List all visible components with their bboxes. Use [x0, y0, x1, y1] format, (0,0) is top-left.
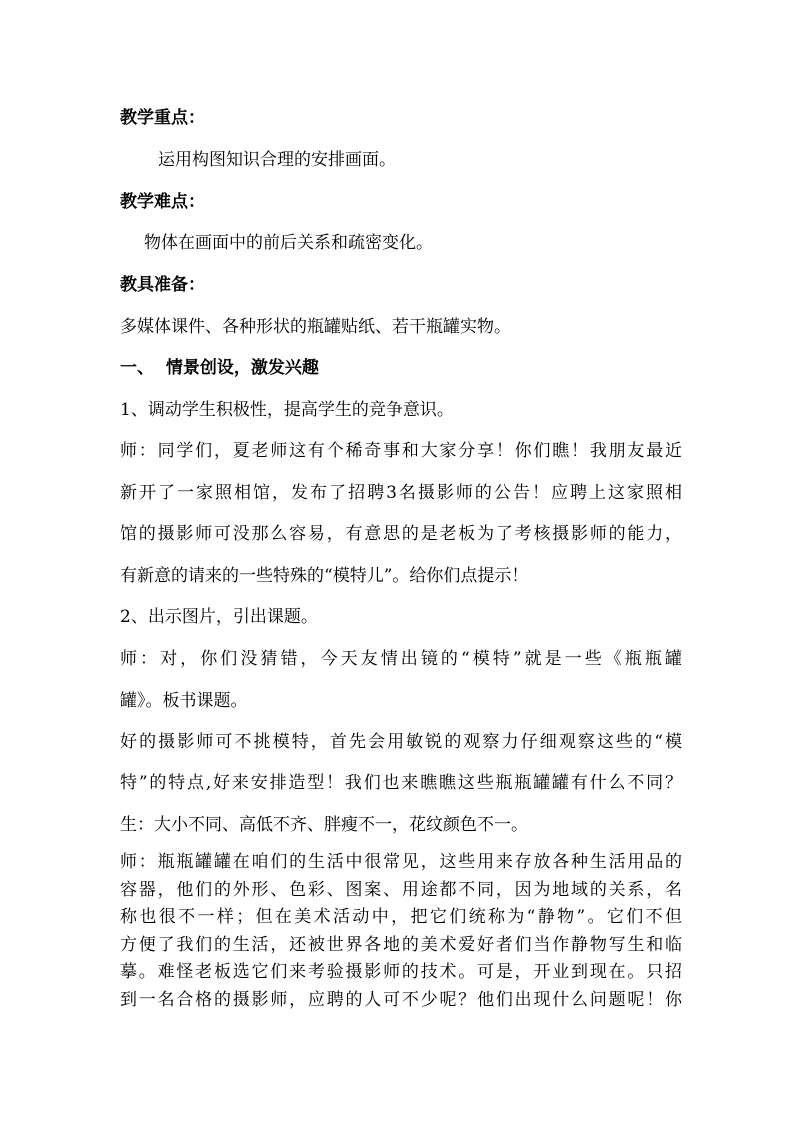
- body-line: 1、调动学生积极性，提高学生的竞争意识。: [120, 400, 454, 420]
- body-line: 特”的特点,好来安排造型！我们也来瞧瞧这些瓶瓶罐罐有什么不同？: [120, 773, 682, 793]
- body-line: 馆的摄影师可没那么容易，有意思的是老板为了考核摄影师的能力，: [120, 524, 682, 544]
- body-line: 容器，他们的外形、色彩、图案、用途都不同，因为地域的关系，名: [120, 880, 682, 900]
- body-line: 好的摄影师可不挑模特，首先会用敏锐的观察力仔细观察这些的“模: [120, 732, 682, 752]
- body-line: 新开了一家照相馆，发布了招聘3名摄影师的公告！应聘上这家照相: [120, 483, 682, 503]
- part1-heading: 一、 情景创设，激发兴趣: [120, 358, 319, 378]
- body-line: 称也很不一样；但在美术活动中，把它们统称为“静物”。它们不但: [120, 907, 682, 927]
- body-line: 师：对，你们没猜错，今天友情出镜的“模特”就是一些《瓶瓶罐: [120, 649, 682, 669]
- body-line: 方便了我们的生活，还被世界各地的美术爱好者们当作静物写生和临: [120, 935, 682, 955]
- body-line: 到一名合格的摄影师，应聘的人可不少呢？他们出现什么问题呢！你: [120, 990, 682, 1010]
- body-line: 师：同学们，夏老师这有个稀奇事和大家分享！你们瞧！我朋友最近: [120, 441, 682, 461]
- body-line: 有新意的请来的一些特殊的“模特儿”。给你们点提示！: [120, 566, 529, 586]
- difficulty-heading: 教学难点：: [120, 192, 205, 212]
- key-point-text: 运用构图知识合理的安排画面。: [158, 150, 396, 170]
- body-line: 2、出示图片，引出课题。: [120, 607, 318, 627]
- difficulty-text: 物体在画面中的前后关系和疏密变化。: [144, 233, 433, 253]
- materials-heading: 教具准备：: [120, 275, 205, 295]
- body-line: 师：瓶瓶罐罐在咱们的生活中很常见，这些用来存放各种生活用品的: [120, 852, 682, 872]
- key-point-heading: 教学重点：: [120, 108, 205, 128]
- materials-text: 多媒体课件、各种形状的瓶罐贴纸、若干瓶罐实物。: [120, 317, 511, 337]
- body-line: 摹。难怪老板选它们来考验摄影师的技术。可是，开业到现在。只招: [120, 962, 682, 982]
- body-line: 罐》。板书课题。: [120, 691, 248, 711]
- body-line: 生：大小不同、高低不齐、胖瘦不一，花纹颜色不一。: [120, 815, 528, 835]
